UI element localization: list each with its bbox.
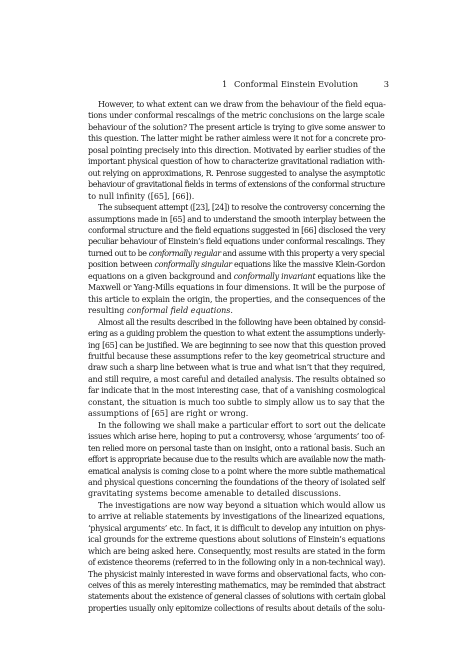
- text-line: draw such a sharp line between what is true and what isn’t that they required,: [88, 363, 386, 373]
- text-line: ‘physical arguments’ etc. In fact, it is difficult to develop any intuition on phys-: [88, 523, 386, 533]
- paragraph: [88, 500, 385, 615]
- text-line: assumptions made in [65] and to understand the smooth interplay between the: [88, 214, 386, 224]
- emphasized-term: conformal field equations: [126, 306, 231, 316]
- text-line: of existence theorems (referred to in the following only in a non-technical way).: [88, 558, 386, 568]
- text-line: posal pointing precisely into this direction. Motivated by earlier studies of the: [88, 145, 386, 155]
- text-line: ering as a guiding problem the question to what extent the assumptions underly-: [88, 329, 386, 339]
- paragraph: [88, 202, 385, 317]
- text-line: behaviour of gravitational fields in terms of extensions of the conformal structure: [88, 180, 385, 190]
- text-line: assumptions of [65] are right or wrong.: [88, 409, 249, 419]
- text-line: However, to what extent can we draw from the behaviour of the field equa-: [98, 100, 386, 109]
- chapter-title: Conformal Einstein Evolution: [234, 79, 359, 89]
- text-line: ceives of this as merely interesting mathematics, may be reminded that abstract: [88, 581, 386, 591]
- paragraph: [88, 420, 385, 500]
- running-head: [222, 79, 389, 89]
- text-line: constant, the situation is much too subtle to simply allow us to say that the: [88, 397, 385, 407]
- text-line: far indicate that in the most interesting case, that of a vanishing cosmological: [88, 386, 386, 396]
- text-line: and physical questions concerning the foundations of the theory of isolated self: [88, 477, 385, 487]
- text-line: ical grounds for the extreme questions about solutions of Einstein’s equations: [88, 535, 386, 545]
- text-line: ematical analysis is coming close to a point where the more subtle mathematical: [88, 466, 386, 476]
- text-line: and still require, a most careful and detailed analysis. The results obtained so: [88, 374, 386, 384]
- emphasized-term: conformally singular: [154, 260, 232, 270]
- text-line: ing [65] can be justified. We are beginning to see now that this question proved: [88, 340, 386, 350]
- text-line: fruitful because these assumptions refer to the key geometrical structure and: [88, 351, 385, 361]
- emphasized-term: conformally regular: [148, 248, 221, 258]
- text-line: this article to explain the origin, the properties, and the consequences of the: [88, 294, 386, 304]
- text-line: issues which arise here, hoping to put a controversy, whose ‘arguments’ too of-: [88, 432, 385, 442]
- text-line: position between conformally singular equations like the massive Klein-Gordon: [88, 260, 386, 270]
- text-line: this question. The latter might be rather aimless were it not for a concrete pro-: [88, 134, 386, 144]
- text-line: tions under conformal rescalings of the metric conclusions on the large scale: [88, 111, 385, 121]
- body-text: [88, 99, 385, 614]
- text-line: ten relied more on personal taste than on insight, onto a rational basis. Such an: [88, 443, 385, 453]
- text-line: important physical question of how to characterize gravitational radiation with-: [88, 157, 385, 167]
- paragraph: [88, 99, 385, 202]
- text-line: properties usually only epitomize collections of results about details of the solu-: [88, 603, 385, 613]
- text-line: conformal structure and the field equations suggested in [66] disclosed the very: [88, 225, 386, 235]
- text-line: out relying on approximations, R. Penrose suggested to analyse the asymptotic: [88, 168, 386, 178]
- page-number: 3: [383, 79, 389, 89]
- text-line: The investigations are now way beyond a situation which would allow us: [98, 500, 386, 510]
- text-line: behaviour of the solution? The present article is trying to give some answer to: [88, 122, 386, 132]
- text-line: The subsequent attempt ([23], [24]) to resolve the controversy concerning the: [98, 203, 385, 213]
- text-line: Almost all the results described in the following have been obtained by consid-: [98, 317, 386, 327]
- text-line: statements about the existence of general classes of solutions with certain global: [88, 592, 386, 602]
- text-line: turned out to be conformally regular and assume with this property a very special: [88, 248, 385, 258]
- text-line: to arrive at reliable statements by investigations of the linearized equations,: [88, 512, 385, 522]
- text-line: which are being asked here. Consequently, most results are stated in the form: [88, 546, 386, 556]
- text-line: The physicist mainly interested in wave forms and observational facts, who con-: [88, 569, 386, 579]
- text-line: gravitating systems become amenable to detailed discussions.: [88, 489, 341, 499]
- text-line: peculiar behaviour of Einstein’s field equations under conformal rescalings. They: [88, 237, 385, 247]
- chapter-number: 1: [222, 79, 228, 89]
- text-line: resulting conformal field equations.: [88, 306, 233, 316]
- text-line: equations on a given background and conformally invariant equations like the: [88, 271, 386, 281]
- text-line: In the following we shall make a particular effort to sort out the delicate: [98, 420, 386, 430]
- text-line: to null infinity ([65], [66]).: [88, 191, 195, 201]
- emphasized-term: conformally invariant: [233, 271, 316, 281]
- text-line: Maxwell or Yang-Mills equations in four dimensions. It will be the purpose of: [88, 283, 385, 293]
- text-line: effort is appropriate because due to the results which are available now the math-: [88, 455, 386, 465]
- paragraph: [88, 317, 385, 420]
